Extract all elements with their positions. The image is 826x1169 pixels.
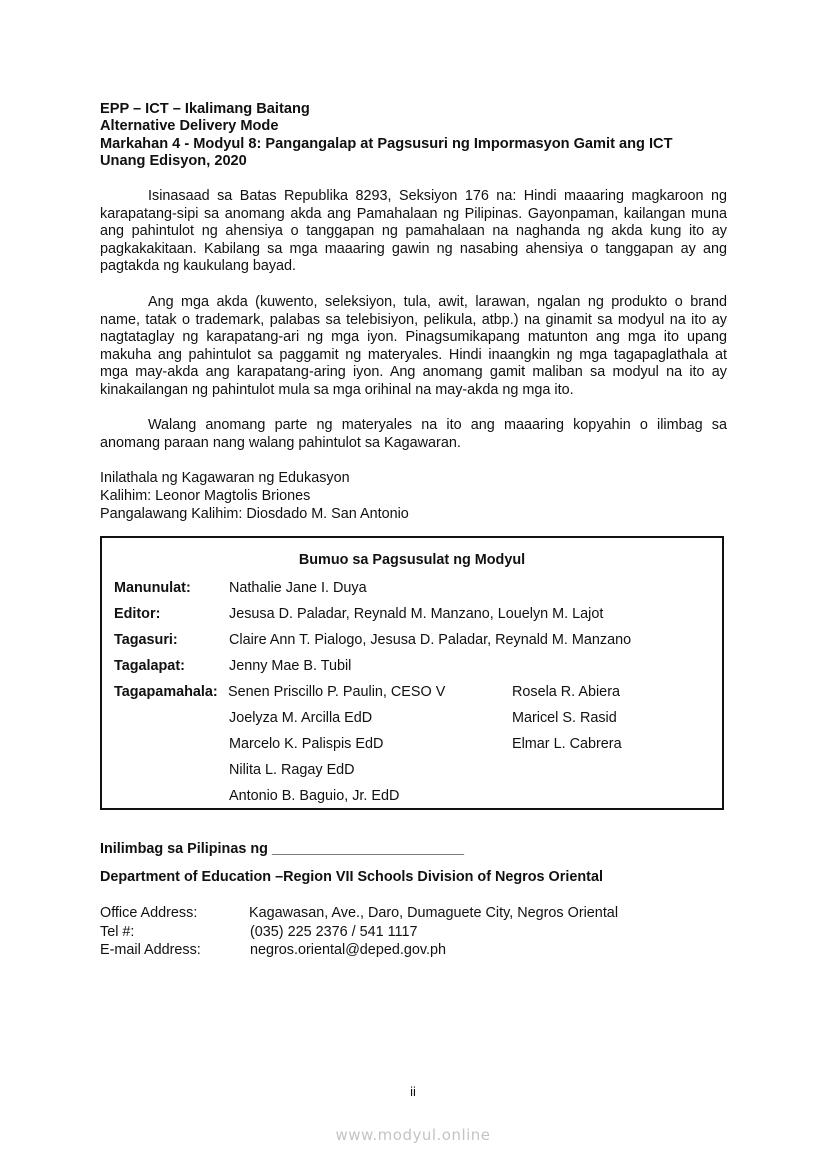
credit-label: Manunulat: bbox=[114, 580, 191, 596]
department-line: Department of Education –Region VII Schools Division of Negros Oriental bbox=[100, 869, 603, 885]
credit-label: Editor: bbox=[114, 606, 161, 622]
copyright-paragraph-3: Walang anomang parte ng materyales na ito ang maaaring kopyahin o ilimbag sa anomang paraan nang walang pahintulot sa Kagawaran. bbox=[100, 417, 727, 451]
delivery-mode-heading: Alternative Delivery Mode bbox=[100, 118, 279, 134]
credits-box-title: Bumuo sa Pagsusulat ng Modyul bbox=[298, 552, 526, 568]
manager-name: Maricel S. Rasid bbox=[512, 710, 617, 726]
printed-in-line: Inilimbag sa Pilipinas ng ________________________ bbox=[100, 841, 465, 857]
email-value: negros.oriental@deped.gov.ph bbox=[250, 942, 446, 958]
credits-box bbox=[100, 536, 724, 810]
manager-name: Senen Priscillo P. Paulin, CESO V bbox=[228, 684, 446, 700]
tel-value: (035) 225 2376 / 541 1117 bbox=[250, 924, 418, 940]
copyright-paragraph-2: Ang mga akda (kuwento, seleksiyon, tula, awit, larawan, ngalan ng produkto o brand name, tatak o trademark, palabas sa telebisiyon, pelikula, atbp.) na ginamit sa modyul na ito ay nagtataglay ng karapatang-ari ng mga iyon. Pinagsumikapang matunton ang mga ito upang makuha ang pahintulot sa paggamit ng materyales. Hindi inaangkin ng mga tagapaglathala at mga may-akda ang karapatang-aring iyon. Ang anomang gamit maliban sa modyul na ito ay kinakailangan ng pahintulot mula sa mga orihinal na may-akda ng mga ito. bbox=[100, 294, 727, 398]
publisher-line: Inilathala ng Kagawaran ng Edukasyon bbox=[100, 470, 350, 486]
credit-value: Nathalie Jane I. Duya bbox=[229, 580, 367, 596]
tel-label: Tel #: bbox=[100, 924, 135, 940]
manager-name: Marcelo K. Palispis EdD bbox=[229, 736, 384, 752]
credit-label: Tagapamahala: bbox=[114, 684, 218, 700]
credit-value: Jesusa D. Paladar, Reynald M. Manzano, Louelyn M. Lajot bbox=[229, 606, 604, 622]
credit-value: Claire Ann T. Pialogo, Jesusa D. Paladar, Reynald M. Manzano bbox=[229, 632, 632, 648]
module-title-heading: Markahan 4 - Modyul 8: Pangangalap at Pagsusuri ng Impormasyon Gamit ang ICT bbox=[100, 136, 673, 152]
watermark: www.modyul.online bbox=[335, 1126, 491, 1144]
secretary-line: Kalihim: Leonor Magtolis Briones bbox=[100, 488, 311, 504]
office-address-value: Kagawasan, Ave., Daro, Dumaguete City, Negros Oriental bbox=[249, 905, 619, 921]
copyright-paragraph-1: Isinasaad sa Batas Republika 8293, Seksiyon 176 na: Hindi maaaring magkaroon ng karapatang-sipi sa anomang akda ang Pamahalaan ng Pilipinas. Gayonpaman, kailangan muna ang pahintulot ng ahensiya o tanggapan ng pamahalaan na naghanda ng akda kung ito ay pagkakakitaan. Kabilang sa mga maaaring gawin ng nasabing ahensiya o tanggapan ay ang pagtakda ng kaukulang bayad. bbox=[100, 188, 727, 275]
subject-grade-heading: EPP – ICT – Ikalimang Baitang bbox=[100, 101, 310, 117]
credit-value: Jenny Mae B. Tubil bbox=[229, 658, 352, 674]
office-address-label: Office Address: bbox=[100, 905, 198, 921]
credit-label: Tagalapat: bbox=[114, 658, 185, 674]
edition-heading: Unang Edisyon, 2020 bbox=[100, 153, 247, 169]
manager-name: Elmar L. Cabrera bbox=[512, 736, 622, 752]
manager-name: Antonio B. Baguio, Jr. EdD bbox=[229, 788, 400, 804]
manager-name: Nilita L. Ragay EdD bbox=[229, 762, 355, 778]
undersecretary-line: Pangalawang Kalihim: Diosdado M. San Antonio bbox=[100, 506, 409, 522]
credit-label: Tagasuri: bbox=[114, 632, 178, 648]
email-label: E-mail Address: bbox=[100, 942, 201, 958]
manager-name: Rosela R. Abiera bbox=[512, 684, 620, 700]
page-number: ii bbox=[410, 1084, 416, 1099]
manager-name: Joelyza M. Arcilla EdD bbox=[229, 710, 373, 726]
